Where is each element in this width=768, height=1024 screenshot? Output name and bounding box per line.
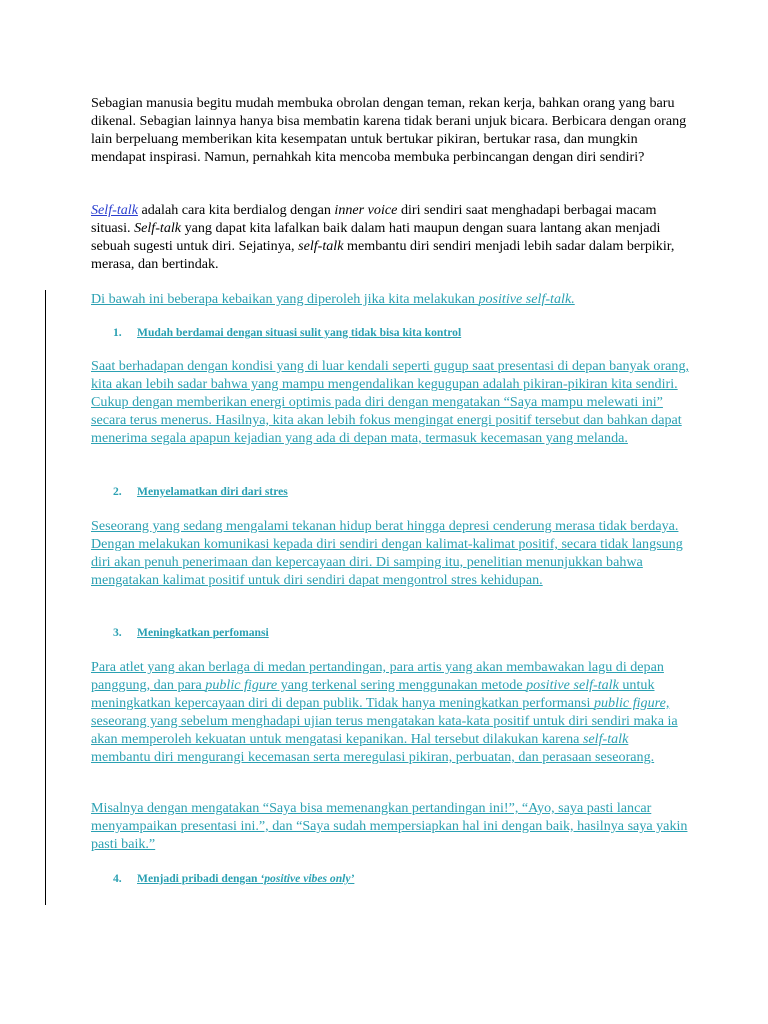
italic-span: positive self-talk.: [478, 291, 575, 307]
text-span: Para atlet yang akan berlaga di medan pertandingan, para artis yang akan membawakan lagu di depan panggung, dan para: [91, 659, 664, 693]
heading-title: Mudah berdamai dengan situasi sulit yang tidak bisa kita kontrol: [137, 326, 462, 339]
italic-span: self-talk: [582, 731, 629, 747]
heading-title: Menyelamatkan diri dari stres: [137, 485, 288, 498]
text-span: yang dapat kita lafalkan baik dalam hati maupun dengan suara lantang akan menjadi sebuah sugesti untuk diri. Sejatinya,: [91, 220, 661, 254]
section-heading-1: [113, 326, 461, 339]
heading-number: 1.: [113, 326, 122, 339]
paragraph-intro: Sebagian manusia begitu mudah membuka obrolan dengan teman, rekan kerja, bahkan orang yang baru dikenal. Sebagian lainnya hanya bisa membatin karena tidak berani unjuk bicara. Berbicara dengan orang lain berpeluang memberikan kita kesempatan untuk bertukar pikiran, bertukar rasa, dan mungkin mendapat inspirasi. Namun, pernahkah kita mencoba membuka perbincangan dengan diri sendiri?: [91, 95, 687, 165]
heading-number: 4.: [113, 872, 122, 885]
heading-number: 2.: [113, 485, 122, 498]
text-span: seseorang yang sebelum menghadapi ujian terus mengatakan kata-kata positif untuk diri sendiri maka ia akan memperoleh kekuatan untuk mengatasi kepanikan. Hal tersebut dilakukan karena: [91, 713, 678, 747]
text-span: adalah cara kita berdialog dengan: [137, 202, 335, 218]
heading-title-italic: ‘positive vibes only’: [260, 872, 355, 885]
italic-span: public figure,: [593, 695, 670, 711]
self-talk-link[interactable]: Self-talk: [91, 202, 138, 218]
heading-title: Meningkatkan perfomansi: [137, 626, 269, 639]
text-span: yang terkenal sering menggunakan metode: [277, 677, 527, 693]
text-span: membantu diri sendiri menjadi lebih sadar dalam berpikir, merasa, dan bertindak.: [91, 238, 675, 272]
text-span: diri sendiri saat menghadapi berbagai macam situasi.: [91, 202, 657, 236]
italic-span: positive self-talk: [526, 677, 619, 693]
italic-span: public figure: [205, 677, 278, 693]
italic-span: self-talk: [298, 238, 344, 254]
margin-change-bar: [45, 290, 46, 905]
section-example-3: Misalnya dengan mengatakan “Saya bisa memenangkan pertandingan ini!”, “Ayo, saya pasti lancar menyampaikan presentasi ini.”, dan “Saya sudah mempersiapkan hal ini dengan baik, hasilnya saya yakin pasti baik.”: [91, 800, 688, 852]
heading-title: Menjadi pribadi dengan: [137, 872, 261, 885]
italic-span: inner voice: [334, 202, 398, 218]
heading-number: 3.: [113, 626, 122, 639]
section-heading-2: [113, 485, 288, 498]
benefits-intro: [91, 290, 691, 308]
text-span: Di bawah ini beberapa kebaikan yang diperoleh jika kita melakukan: [91, 291, 479, 307]
section-body-3: [91, 658, 691, 766]
section-body-1: Saat berhadapan dengan kondisi yang di luar kendali seperti gugup saat presentasi di depan banyak orang, kita akan lebih sadar bahwa yang mampu mengendalikan kegugupan adalah pikiran-pikiran kita sendiri. Cukup dengan memberikan energi optimis pada diri dengan mengatakan “Saya mampu melewati ini” secara terus menerus. Hasilnya, kita akan lebih fokus mengingat energi positif tersebut dan bahkan dapat menerima segala apapun kejadian yang ada di depan mata, termasuk kecemasan yang melanda.: [91, 358, 690, 446]
paragraph-self-talk-definition: [91, 201, 691, 273]
section-heading-4: [113, 872, 354, 885]
text-span: membantu diri mengurangi kecemasan serta meregulasi pikiran, perbuatan, dan perasaan seseorang.: [91, 749, 655, 765]
text-span: untuk meningkatkan kepercayaan diri di depan publik. Tidak hanya meningkatkan performansi: [91, 677, 655, 711]
section-heading-3: [113, 626, 269, 639]
section-body-2: Seseorang yang sedang mengalami tekanan hidup berat hingga depresi cenderung merasa tidak berdaya. Dengan melakukan komunikasi kepada diri sendiri dengan kalimat-kalimat positif, secara tidak langsung diri akan penuh penerimaan dan kepercayaan diri. Di samping itu, penelitian menunjukkan bahwa mengatakan kalimat positif untuk diri sendiri dapat mengontrol stres kehidupan.: [91, 518, 683, 588]
italic-span: Self-talk: [134, 220, 182, 236]
